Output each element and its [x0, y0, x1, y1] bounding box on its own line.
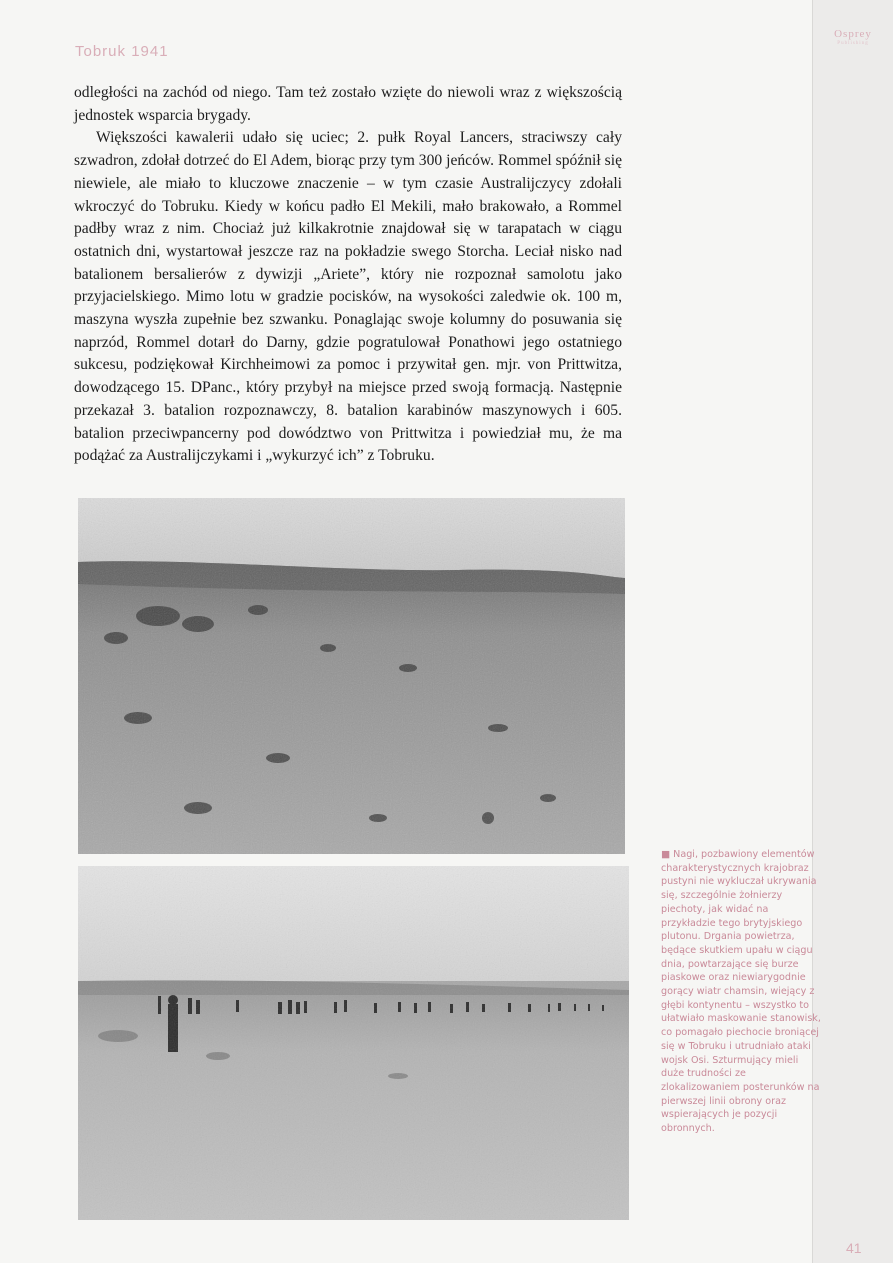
- publisher-logo: [820, 28, 886, 46]
- page-number: 41: [846, 1240, 862, 1256]
- running-head: Tobruk 1941: [75, 43, 169, 60]
- body-text: [74, 82, 622, 468]
- infantry-platoon-photo: [78, 866, 629, 1220]
- desert-landscape-photo: [78, 498, 625, 854]
- caption-text: Nagi, pozbawiony elementów charakterystycznych krajobraz pustyni nie wykluczał ukrywania się, szczególnie żołnierzy piechoty, jak widać na przykładzie tego brytyjskiego plutonu. Drgania powietrza, będące skutkiem upału w ciągu dnia, powtarzające się burze piaskowe oraz niewiarygodnie gorący wiatr chamsin, wiejący z głębi kontynentu – wszystko to ułatwiało maskowanie stanowisk, co pomagało piechocie broniącej się w Tobruku i utrudniało ataki wojsk Osi. Szturmujący mieli duże trudności ze zlokalizowaniem posterunków na pierwszej linii obrony oraz wspierających je pozycji obronnych.: [661, 849, 821, 1135]
- infantry-platoon-image: [78, 866, 629, 1220]
- page-margin-strip: [812, 0, 893, 1263]
- publisher-sub: Publishing: [837, 41, 869, 46]
- publisher-name: Osprey: [834, 28, 872, 40]
- photo-caption: [661, 848, 821, 1136]
- paragraph-2: Większości kawalerii udało się uciec; 2. pułk Royal Lancers, straciwszy cały szwadron, zdołał dotrzeć do El Adem, biorąc przy tym 300 jeńców. Rommel spóźnił się niewiele, ale miało to kluczowe znaczenie – w tym czasie Australijczycy zdołali wkroczyć do Tobruku. Kiedy w końcu padło El Mekili, mało brakowało, a Rommel padłby wraz z nim. Chociaż już kilkakrotnie znajdował się w tarapatach w ciągu ostatnich dni, wystartował jeszcze raz na pokładzie swego Storcha. Leciał nisko nad batalionem bersalierów z dywizji „Ariete”, który nie rozpoznał samolotu jako przyjacielskiego. Mimo lotu w gradzie pocisków, na wysokości zaledwie ok. 100 m, maszyna wyszła zupełnie bez szwanku. Ponaglając swoje kolumny do posuwania się naprzód, Rommel dotarł do Darny, gdzie pogratulował Ponathowi jego ostatniego sukcesu, podziękował Kirchheimowi za pomoc i przywitał gen. mjr. von Prittwitza, dowodzącego 15. DPanc., który przybył na miejsce przed swoją formacją. Następnie przekazał 3. batalion rozpoznawczy, 8. batalion karabinów maszynowych i 605. batalion przeciwpancerny pod dowództwo von Prittwitza i powiedział mu, że ma podążać za Australijczykami i „wykurzyć ich” z Tobruku.: [74, 129, 622, 465]
- paragraph-1: odległości na zachód od niego. Tam też zostało wzięte do niewoli wraz z większością jednostek wsparcia brygady.: [74, 84, 622, 124]
- desert-landscape-image: [78, 498, 625, 854]
- caption-bullet-icon: ■: [661, 849, 671, 860]
